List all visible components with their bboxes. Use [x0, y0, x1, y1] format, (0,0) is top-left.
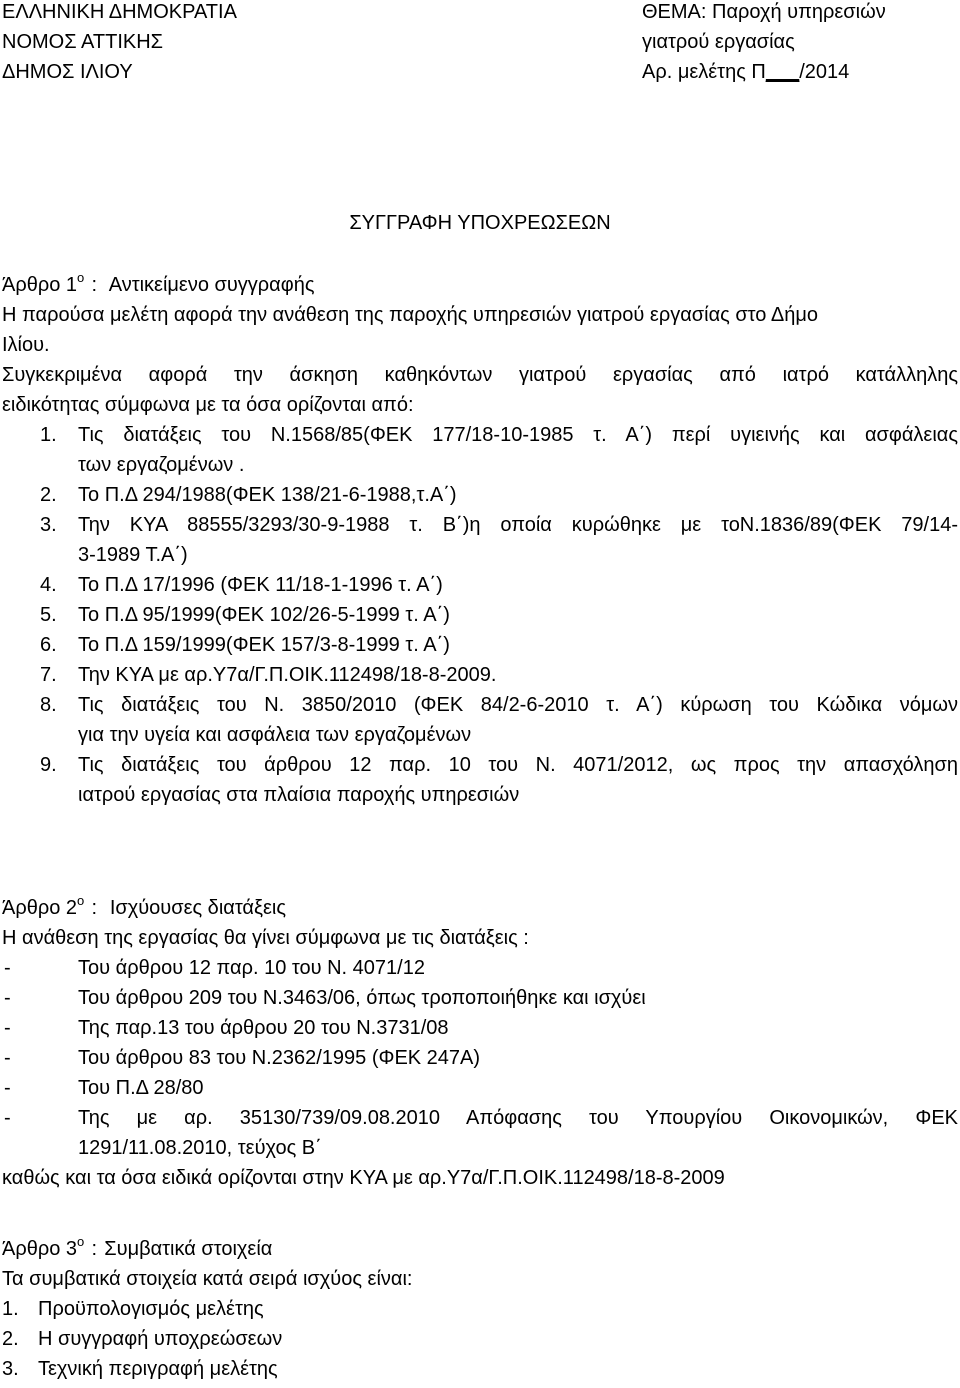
- list-item-number: 2.: [2, 1328, 19, 1350]
- article-2-heading: [2, 893, 958, 923]
- list-item-number: 2.: [40, 484, 57, 506]
- paragraph-line: Τα συμβατικά στοιχεία κατά σειρά ισχύος είναι:: [2, 1268, 413, 1290]
- list-item-number: 1.: [2, 1298, 19, 1320]
- list-item-number: 7.: [40, 664, 57, 686]
- article-2: [2, 893, 958, 1193]
- list-item-text: Το Π.Δ 159/1999(ΦΕΚ 157/3-8-1999 τ. Α΄): [78, 634, 450, 656]
- list-item-text: Τις διατάξεις του Ν. 3850/2010 (ΦΕΚ 84/2-6-2010 τ. Α΄) κύρωση του Κώδικα νόμων: [78, 694, 958, 716]
- list-item-text: Η συγγραφή υποχρεώσεων: [38, 1328, 283, 1350]
- list-item-number: 9.: [40, 754, 57, 776]
- list-item: [2, 750, 958, 810]
- subject-line: ΘΕΜΑ: Παροχή υπηρεσιών: [642, 1, 886, 23]
- list-item-number: 4.: [40, 574, 57, 596]
- list-item-text: Τις διατάξεις του άρθρου 12 παρ. 10 του Ν. 4071/2012, ως προς την απασχόληση: [78, 754, 958, 776]
- article-separator: :: [91, 274, 98, 296]
- list-item: [2, 660, 958, 690]
- list-dash: -: [4, 1077, 11, 1099]
- article-separator: :: [91, 897, 98, 919]
- article-label: Άρθρο 2: [2, 897, 78, 919]
- list-item: [2, 1103, 958, 1163]
- provisions-list: [2, 953, 958, 1163]
- list-item-number: 5.: [40, 604, 57, 626]
- paragraph-line: Η ανάθεση της εργασίας θα γίνει σύμφωνα με τις διατάξεις :: [2, 927, 529, 949]
- list-item-text: Του άρθρου 83 του Ν.2362/1995 (ΦΕΚ 247Α): [78, 1047, 481, 1069]
- list-item: [2, 570, 958, 600]
- issuer-line: ΔΗΜΟΣ ΙΛΙΟΥ: [2, 61, 133, 83]
- list-item-text: Τεχνική περιγραφή μελέτης: [38, 1358, 278, 1380]
- list-item: [2, 420, 958, 480]
- list-item-text: Την ΚΥΑ με αρ.Υ7α/Γ.Π.ΟΙΚ.112498/18-8-2009.: [78, 664, 497, 686]
- list-dash: -: [4, 987, 11, 1009]
- legislation-list: [2, 420, 958, 810]
- list-item: [2, 690, 958, 750]
- list-item: [2, 1043, 958, 1073]
- list-item: [2, 510, 958, 570]
- list-item-text: Το Π.Δ 95/1999(ΦΕΚ 102/26-5-1999 τ. Α΄): [78, 604, 450, 626]
- article-label: Άρθρο 1: [2, 274, 78, 296]
- study-number-prefix: Αρ. μελέτης Π: [642, 61, 766, 83]
- article-ordinal: ο: [77, 893, 85, 908]
- list-dash: -: [4, 957, 11, 979]
- paragraph-line: καθώς και τα όσα ειδικά ορίζονται στην ΚΥΑ με αρ.Υ7α/Γ.Π.ΟΙΚ.112498/18-8-2009: [2, 1167, 725, 1189]
- list-item-text: Την ΚΥΑ 88555/3293/30-9-1988 τ. Β΄)η οποία κυρώθηκε με τοΝ.1836/89(ΦΕΚ 79/14-: [78, 514, 958, 536]
- list-item-number: 8.: [40, 694, 57, 716]
- article-label: Άρθρο 3: [2, 1238, 78, 1260]
- list-item-text: Του άρθρου 209 του Ν.3463/06, όπως τροποποιήθηκε και ισχύει: [78, 987, 646, 1009]
- paragraph-line: Συγκεκριμένα αφορά την άσκηση καθηκόντων γιατρού εργασίας από ιατρό κατάλληλης: [2, 364, 958, 386]
- issuer-line: ΕΛΛΗΝΙΚΗ ΔΗΜΟΚΡΑΤΙΑ: [2, 1, 237, 23]
- list-item-text: 3-1989 Τ.Α΄): [78, 544, 188, 566]
- article-3: [2, 1234, 958, 1384]
- list-item-text: Το Π.Δ 17/1996 (ΦΕΚ 11/18-1-1996 τ. Α΄): [78, 574, 443, 596]
- list-item-text: Του Π.Δ 28/80: [78, 1077, 204, 1099]
- list-dash: -: [4, 1017, 11, 1039]
- list-item: [2, 1324, 958, 1354]
- article-1: [2, 270, 958, 810]
- study-number-suffix: /2014: [799, 61, 850, 83]
- article-subject: Ισχύουσες διατάξεις: [109, 897, 286, 919]
- list-item-text: ιατρού εργασίας στα πλαίσια παροχής υπηρεσιών: [78, 784, 520, 806]
- list-item-text: των εργαζομένων .: [78, 454, 245, 476]
- list-item: [2, 1013, 958, 1043]
- study-number-blank: ___: [765, 61, 800, 83]
- article-ordinal: ο: [77, 1234, 85, 1249]
- list-item-number: 3.: [40, 514, 57, 536]
- article-separator: :: [91, 1238, 98, 1260]
- article-3-heading: [2, 1234, 958, 1264]
- list-item: [2, 1294, 958, 1324]
- list-item: [2, 630, 958, 660]
- paragraph-line: Η παρούσα μελέτη αφορά την ανάθεση της παροχής υπηρεσιών γιατρού εργασίας στο Δήμο: [2, 304, 818, 326]
- list-dash: -: [4, 1107, 11, 1129]
- list-item-text: Της με αρ. 35130/739/09.08.2010 Απόφασης του Υπουργίου Οικονομικών, ΦΕΚ: [78, 1107, 958, 1129]
- study-number-line: [642, 57, 886, 87]
- list-item-text: Τις διατάξεις του Ν.1568/85(ΦΕΚ 177/18-10-1985 τ. Α΄) περί υγιεινής και ασφάλειας: [78, 424, 958, 446]
- list-item-number: 3.: [2, 1358, 19, 1380]
- article-ordinal: ο: [77, 270, 85, 285]
- paragraph-line: Ιλίου.: [2, 334, 50, 356]
- list-item-text: Το Π.Δ 294/1988(ΦΕΚ 138/21-6-1988,τ.Α΄): [78, 484, 457, 506]
- list-item: [2, 600, 958, 630]
- issuer-line: ΝΟΜΟΣ ΑΤΤΙΚΗΣ: [2, 31, 164, 53]
- subject-block: [642, 0, 886, 87]
- list-item: [2, 953, 958, 983]
- paragraph-line: ειδικότητας σύμφωνα με τα όσα ορίζονται από:: [2, 394, 414, 416]
- list-item-number: 1.: [40, 424, 57, 446]
- list-dash: -: [4, 1047, 11, 1069]
- list-item-text: Του άρθρου 12 παρ. 10 του Ν. 4071/12: [78, 957, 425, 979]
- list-item: [2, 480, 958, 510]
- article-subject: Αντικείμενο συγγραφής: [108, 274, 315, 296]
- article-1-heading: [2, 270, 958, 300]
- contract-documents-list: [2, 1294, 958, 1384]
- document-title: ΣΥΓΓΡΑΦΗ ΥΠΟΧΡΕΩΣΕΩΝ: [349, 212, 611, 234]
- list-item-text: για την υγεία και ασφάλεια των εργαζομένων: [78, 724, 472, 746]
- list-item: [2, 1354, 958, 1384]
- list-item-number: 6.: [40, 634, 57, 656]
- issuer-block: [2, 0, 237, 87]
- article-subject: Συμβατικά στοιχεία: [104, 1238, 273, 1260]
- list-item-text: Προϋπολογισμός μελέτης: [38, 1298, 264, 1320]
- list-item-text: Της παρ.13 του άρθρου 20 του Ν.3731/08: [78, 1017, 449, 1039]
- subject-line: γιατρού εργασίας: [642, 31, 795, 53]
- list-item: [2, 983, 958, 1013]
- list-item: [2, 1073, 958, 1103]
- list-item-text: 1291/11.08.2010, τεύχος Β΄: [78, 1137, 322, 1159]
